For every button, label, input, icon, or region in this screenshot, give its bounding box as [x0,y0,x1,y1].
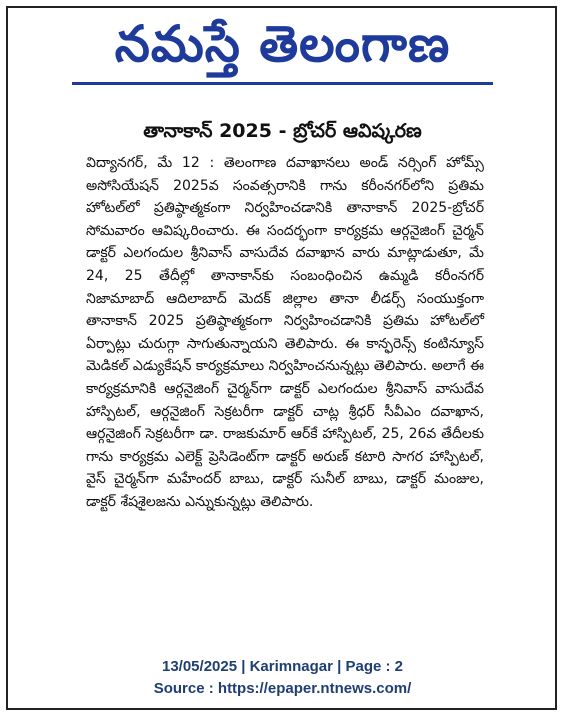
newspaper-masthead: నమస్తే తెలంగాణ [114,14,451,73]
article-paragraph: విద్యానగర్, మే 12 : తెలంగాణ దవాఖానలు అండ్ నర్సింగ్ హోమ్స్ అసోసియేషన్ 2025వ సంవత్సరానికి గాను కరీంనగర్‌లోని ప్రతిమ హోటల్‌లో ప్రతిష్ఠాత్మకంగా నిర్వహించడానికి తానాకాన్ 2025-బ్రోచర్ సోమవారం ఆవిష్కరించారు. ఈ సందర్భంగా కార్యక్రమ ఆర్గనైజింగ్ చైర్మన్ డాక్టర్ ఎలగందుల శ్రీనివాస్ వాసుదేవ దవాఖాన వారు మాట్లాడుతూ, మే 24, 25 తేదీల్లో తానాకాన్‌కు సంబంధించిన ఉమ్మడి కరీంనగర్ నిజామాబాద్ ఆదిలాబాద్ మెదక్ జిల్లాల తానా లీడర్స్ సంయుక్తంగా తానాకాన్ 2025 ప్రతిష్ఠాత్మకంగా నిర్వహించడానికి ప్రతిమ హోటల్‌లో ఏర్పాట్లు చురుగ్గా సాగుతున్నాయని తెలిపారు. ఈ కాన్ఫరెన్స్ కంటిన్యూస్ మెడికల్ ఎడ్యుకేషన్ కార్యక్రమాలు నిర్వహించనున్నట్లు తెలిపారు. అలాగే ఈ కార్యక్రమానికి ఆర్గనైజింగ్ చైర్మన్‌గా డాక్టర్ ఎలగందుల శ్రీనివాస్ వాసుదేవ హాస్పిటల్, ఆర్గనైజింగ్ సెక్రటరీగా డాక్టర్ చాట్ల శ్రీధర్ సీవీఎం దవాఖాన, ఆర్గనైజింగ్ సెక్రటరీగా డా. రాజకుమార్ ఆర్‌కే హాస్పిటల్, 25, 26వ తేదీలకు గాను కార్యక్రమ ఎలెక్ట్ ప్రెసిడెంట్‌గా డాక్టర్ అరుణ్ కటారి సాగర హాస్పిటల్, వైస్ చైర్మన్‌గా మహేందర్ బాబు, డాక్టర్ సునీల్ బాబు, డాక్టర్ మంజుల, డాక్టర్ శేషశైలజను ఎన్నుకున్నట్లు తెలిపారు. [86,155,484,510]
article-headline: తానాకాన్ 2025 - బ్రోచర్ ఆవిష్కరణ [143,120,422,142]
masthead-underline [72,82,493,85]
source-link[interactable]: Source : https://epaper.ntnews.com/ [153,680,412,697]
edition-info: 13/05/2025 | Karimnagar | Page : 2 [161,658,404,675]
article-body [86,152,484,514]
